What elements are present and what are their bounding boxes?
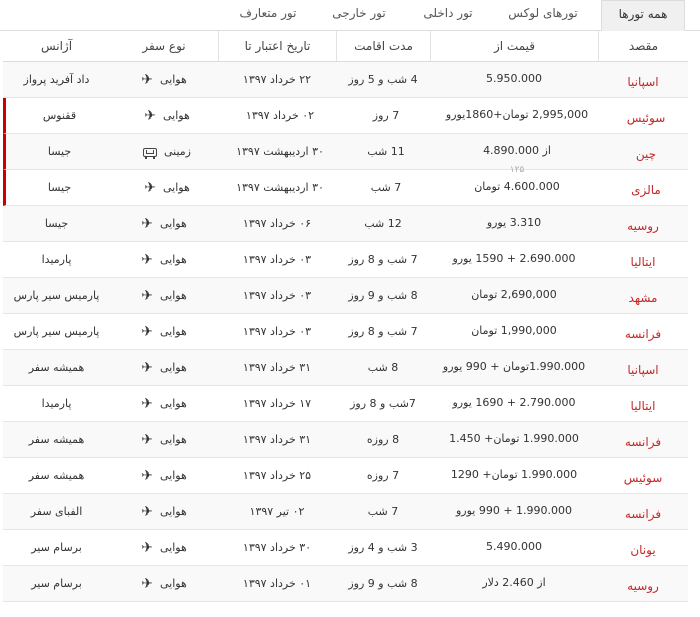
travel-type-wrapper bbox=[141, 494, 187, 530]
price-value: 1.990.000تومان + 990 یورو bbox=[442, 360, 586, 373]
travel-type-cell bbox=[110, 458, 218, 493]
stay-cell: 7 شب bbox=[370, 181, 402, 194]
table-row[interactable] bbox=[3, 494, 688, 530]
destination-link[interactable]: مالزی bbox=[631, 183, 661, 197]
table-row[interactable] bbox=[3, 566, 688, 602]
stay-cell: 8 شب bbox=[367, 361, 399, 374]
table-row[interactable] bbox=[3, 62, 688, 98]
agency-cell[interactable]: الفبای سفر bbox=[30, 505, 83, 518]
price-cell bbox=[430, 314, 598, 349]
travel-type-cell bbox=[110, 62, 218, 97]
travel-type-wrapper bbox=[143, 134, 191, 170]
stay-cell: 7شب و 8 روز bbox=[350, 397, 416, 410]
airplane-icon: ✈ bbox=[141, 540, 153, 556]
price-value: از 2.460 دلار bbox=[482, 576, 546, 589]
airplane-icon: ✈ bbox=[141, 288, 153, 304]
stay-cell: 4 شب و 5 روز bbox=[348, 73, 418, 86]
agency-cell[interactable]: جیسا bbox=[47, 181, 72, 194]
airplane-icon: ✈ bbox=[141, 432, 153, 448]
travel-type-label: هوایی bbox=[159, 469, 187, 482]
travel-type-cell bbox=[110, 422, 218, 457]
destination-link[interactable]: روسیه bbox=[627, 579, 659, 593]
destination-link[interactable]: فرانسه bbox=[624, 327, 662, 341]
airplane-icon: ✈ bbox=[141, 360, 153, 376]
agency-cell[interactable]: جیسا bbox=[44, 217, 69, 230]
valid-until-cell: ۳۰ اردیبهشت ۱۳۹۷ bbox=[236, 181, 324, 194]
price-value: 1,990,000 تومان bbox=[471, 324, 557, 337]
table-row[interactable] bbox=[3, 278, 688, 314]
tab-all-tours[interactable]: همه تورها bbox=[601, 0, 685, 31]
price-value: 1.990.000 + 990 یورو bbox=[455, 504, 573, 517]
stay-cell: 8 شب و 9 روز bbox=[348, 289, 418, 302]
header-travel-type[interactable]: نوع سفر bbox=[142, 39, 186, 53]
agency-cell[interactable]: پارمیس سیر پارس bbox=[13, 325, 100, 338]
tab-standard-tours[interactable]: تور متعارف bbox=[239, 6, 297, 20]
travel-type-label: هوایی bbox=[159, 253, 187, 266]
airplane-icon: ✈ bbox=[144, 180, 156, 196]
travel-type-cell bbox=[110, 314, 218, 349]
stay-cell: 11 شب bbox=[367, 145, 405, 158]
price-value: 4.600.000 تومان bbox=[474, 180, 560, 193]
stay-cell: 12 شب bbox=[364, 217, 402, 230]
travel-type-cell bbox=[110, 386, 218, 421]
travel-type-wrapper bbox=[141, 62, 187, 98]
travel-type-label: هوایی bbox=[159, 73, 187, 86]
travel-type-wrapper bbox=[141, 386, 187, 422]
valid-until-cell: ۰۲ تیر ۱۳۹۷ bbox=[249, 505, 305, 518]
price-value: 1.990.000 تومان+ 1.450 bbox=[449, 432, 579, 445]
valid-until-cell: ۲۲ خرداد ۱۳۹۷ bbox=[242, 73, 312, 86]
table-row[interactable] bbox=[3, 530, 688, 566]
price-value: 2,690,000 تومان bbox=[471, 288, 557, 301]
valid-until-cell: ۳۰ خرداد ۱۳۹۷ bbox=[242, 541, 312, 554]
travel-type-wrapper bbox=[141, 242, 187, 278]
travel-type-cell bbox=[110, 278, 218, 313]
price-value: 5.490.000 bbox=[486, 540, 542, 553]
header-valid-until[interactable]: تاریخ اعتبار تا bbox=[218, 31, 336, 61]
destination-link[interactable]: ایتالیا bbox=[630, 399, 656, 413]
agency-cell[interactable]: همیشه سفر bbox=[28, 361, 85, 374]
travel-type-wrapper bbox=[141, 422, 187, 458]
price-value: 1.990.000 تومان+ 1290 bbox=[450, 468, 578, 481]
travel-type-cell bbox=[110, 206, 218, 241]
agency-cell[interactable]: برسام سیر bbox=[31, 577, 82, 590]
tab-luxury-tours[interactable]: تورهای لوکس bbox=[508, 6, 578, 20]
table-body bbox=[3, 62, 688, 602]
tab-domestic-tours[interactable]: تور داخلی bbox=[423, 6, 473, 20]
header-destination[interactable]: مقصد bbox=[598, 31, 688, 61]
travel-type-label: هوایی bbox=[162, 181, 190, 194]
travel-type-label: هوایی bbox=[159, 541, 187, 554]
travel-type-cell bbox=[110, 350, 218, 385]
header-agency[interactable]: آژانس bbox=[40, 39, 73, 53]
stay-cell: 8 شب و 9 روز bbox=[348, 577, 418, 590]
valid-until-cell: ۱۷ خرداد ۱۳۹۷ bbox=[242, 397, 312, 410]
agency-cell[interactable]: پارمیس سیر پارس bbox=[13, 289, 100, 302]
price-cell bbox=[430, 62, 598, 97]
price-cell bbox=[430, 350, 598, 385]
travel-type-wrapper bbox=[141, 458, 187, 494]
airplane-icon: ✈ bbox=[141, 468, 153, 484]
travel-type-cell bbox=[110, 494, 218, 529]
airplane-icon: ✈ bbox=[141, 504, 153, 520]
price-value: 2.690.000 + 1590 یورو bbox=[452, 252, 576, 265]
price-cell bbox=[430, 458, 598, 493]
valid-until-cell: ۰۶ خرداد ۱۳۹۷ bbox=[242, 217, 312, 230]
tab-foreign-tours[interactable]: تور خارجی bbox=[332, 6, 386, 20]
airplane-icon: ✈ bbox=[141, 396, 153, 412]
tours-table bbox=[3, 31, 688, 602]
price-value: از 4.890.000 bbox=[483, 144, 551, 157]
valid-until-cell: ۰۳ خرداد ۱۳۹۷ bbox=[242, 289, 312, 302]
header-price[interactable]: قیمت از bbox=[430, 31, 598, 61]
destination-link[interactable]: فرانسه bbox=[624, 507, 662, 521]
agency-cell[interactable]: برسام سیر bbox=[31, 541, 82, 554]
valid-until-cell: ۲۵ خرداد ۱۳۹۷ bbox=[242, 469, 312, 482]
stay-cell: 7 روزه bbox=[366, 469, 400, 482]
price-value: 5.950.000 bbox=[486, 72, 542, 85]
stay-cell: 7 روز bbox=[372, 109, 400, 122]
destination-link[interactable]: فرانسه bbox=[624, 435, 662, 449]
agency-cell[interactable]: پارمیدا bbox=[41, 253, 72, 266]
airplane-icon: ✈ bbox=[144, 108, 156, 124]
valid-until-cell: ۳۰ اردیبهشت ۱۳۹۷ bbox=[236, 145, 324, 158]
table-row[interactable] bbox=[3, 206, 688, 242]
table-row[interactable] bbox=[3, 422, 688, 458]
agency-cell[interactable]: همیشه سفر bbox=[28, 433, 85, 446]
table-row[interactable] bbox=[3, 165, 688, 206]
stay-cell: 7 شب bbox=[367, 505, 399, 518]
travel-type-wrapper bbox=[144, 98, 190, 134]
table-header bbox=[3, 31, 688, 62]
price-value: 2,995,000 تومان+1860یورو bbox=[445, 108, 589, 121]
price-value: 2.790.000 + 1690 یورو bbox=[452, 396, 576, 409]
agency-cell[interactable]: همیشه سفر bbox=[28, 469, 85, 482]
destination-link[interactable]: یونان bbox=[630, 543, 656, 557]
airplane-icon: ✈ bbox=[141, 576, 153, 592]
price-cell bbox=[430, 206, 598, 241]
tour-tabs bbox=[0, 0, 700, 31]
travel-type-cell bbox=[110, 530, 218, 565]
valid-until-cell: ۳۱ خرداد ۱۳۹۷ bbox=[242, 361, 312, 374]
price-cell bbox=[430, 422, 598, 457]
valid-until-cell: ۰۱ خرداد ۱۳۹۷ bbox=[242, 577, 312, 590]
agency-cell[interactable]: جیسا bbox=[47, 145, 72, 158]
travel-type-wrapper bbox=[141, 206, 187, 242]
price-cell bbox=[430, 494, 598, 529]
travel-type-cell bbox=[113, 98, 221, 133]
table-row[interactable] bbox=[3, 314, 688, 350]
price-extra: ۱۲۵ bbox=[509, 165, 525, 175]
travel-type-wrapper bbox=[141, 350, 187, 386]
destination-link[interactable]: ایتالیا bbox=[630, 255, 656, 269]
stay-cell: 7 شب و 8 روز bbox=[348, 253, 418, 266]
table-row[interactable] bbox=[3, 98, 688, 134]
airplane-icon: ✈ bbox=[141, 216, 153, 232]
destination-link[interactable]: چین bbox=[635, 147, 657, 161]
airplane-icon: ✈ bbox=[141, 72, 153, 88]
destination-link[interactable]: مشهد bbox=[628, 291, 658, 305]
bus-icon bbox=[143, 148, 157, 157]
table-row[interactable] bbox=[3, 458, 688, 494]
stay-cell: 8 روزه bbox=[366, 433, 400, 446]
price-value: 3.310 یورو bbox=[486, 216, 542, 229]
travel-type-cell bbox=[113, 134, 221, 169]
travel-type-label: هوایی bbox=[159, 577, 187, 590]
price-cell bbox=[430, 530, 598, 565]
travel-type-label: هوایی bbox=[159, 325, 187, 338]
agency-cell[interactable]: پارمیدا bbox=[41, 397, 72, 410]
travel-type-label: هوایی bbox=[159, 397, 187, 410]
destination-link[interactable]: روسیه bbox=[627, 219, 659, 233]
destination-link[interactable]: سوئیس bbox=[623, 471, 663, 485]
price-cell bbox=[430, 278, 598, 313]
destination-link[interactable]: اسپانیا bbox=[627, 75, 659, 89]
stay-cell: 3 شب و 4 روز bbox=[348, 541, 418, 554]
agency-cell[interactable]: ققنوس bbox=[42, 109, 77, 122]
travel-type-wrapper bbox=[141, 278, 187, 314]
valid-until-cell: ۰۲ خرداد ۱۳۹۷ bbox=[245, 109, 315, 122]
table-row[interactable] bbox=[3, 386, 688, 422]
destination-link[interactable]: اسپانیا bbox=[627, 363, 659, 377]
airplane-icon: ✈ bbox=[141, 324, 153, 340]
valid-until-cell: ۰۳ خرداد ۱۳۹۷ bbox=[242, 325, 312, 338]
airplane-icon: ✈ bbox=[141, 252, 153, 268]
travel-type-label: هوایی bbox=[159, 217, 187, 230]
price-cell bbox=[430, 566, 598, 601]
travel-type-cell bbox=[110, 242, 218, 277]
travel-type-wrapper bbox=[141, 566, 187, 602]
table-row[interactable] bbox=[3, 350, 688, 386]
travel-type-wrapper bbox=[141, 530, 187, 566]
price-cell bbox=[433, 98, 601, 133]
table-row[interactable] bbox=[3, 134, 688, 175]
price-cell bbox=[430, 386, 598, 421]
agency-cell[interactable]: داد آفرید پرواز bbox=[23, 73, 90, 86]
travel-type-cell bbox=[110, 566, 218, 601]
header-stay[interactable]: مدت اقامت bbox=[336, 31, 430, 61]
price-cell bbox=[433, 165, 601, 205]
price-cell bbox=[430, 242, 598, 277]
travel-type-label: هوایی bbox=[159, 361, 187, 374]
travel-type-wrapper bbox=[141, 314, 187, 350]
travel-type-label: هوایی bbox=[162, 109, 190, 122]
travel-type-label: هوایی bbox=[159, 505, 187, 518]
travel-type-label: هوایی bbox=[159, 433, 187, 446]
travel-type-wrapper bbox=[144, 170, 190, 206]
table-row[interactable] bbox=[3, 242, 688, 278]
travel-type-label: هوایی bbox=[159, 289, 187, 302]
destination-link[interactable]: سوئیس bbox=[626, 111, 666, 125]
stay-cell: 7 شب و 8 روز bbox=[348, 325, 418, 338]
valid-until-cell: ۳۱ خرداد ۱۳۹۷ bbox=[242, 433, 312, 446]
price-cell bbox=[433, 134, 601, 175]
travel-type-label: زمینی bbox=[163, 145, 191, 158]
valid-until-cell: ۰۳ خرداد ۱۳۹۷ bbox=[242, 253, 312, 266]
travel-type-cell bbox=[113, 170, 221, 205]
